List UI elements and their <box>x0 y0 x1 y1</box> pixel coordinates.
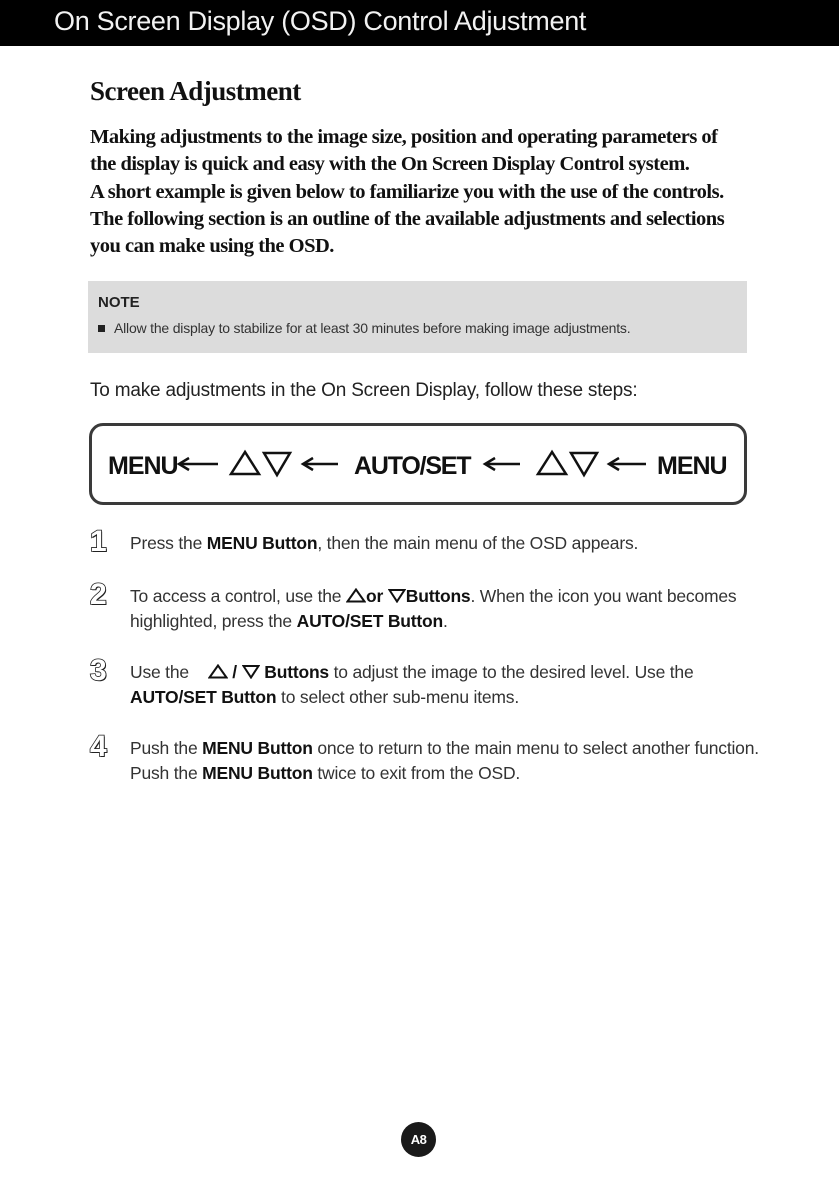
intro-line: Making adjustments to the image size, position and operating parameters of <box>90 126 718 148</box>
down-triangle-icon <box>388 588 406 603</box>
up-triangle-icon <box>231 452 259 474</box>
sequence-menu-left: MENU <box>108 452 178 480</box>
intro-paragraph <box>90 124 790 260</box>
text-run: twice to exit from the OSD. <box>312 763 521 783</box>
page-number-badge: A8 <box>401 1122 436 1157</box>
text-run: to adjust the image to the desired level. Use the <box>328 662 694 682</box>
note-title: NOTE <box>98 294 140 311</box>
note-item <box>98 320 630 336</box>
up-triangle-icon <box>538 452 566 474</box>
intro-line: the display is quick and easy with the On Screen Display Control system. <box>90 153 690 176</box>
text-run: . When the icon you want becomes highlighted, press the <box>130 586 737 631</box>
auto-set-button-label: AUTO/SET Button <box>296 611 444 631</box>
down-triangle-icon <box>571 453 597 475</box>
down-triangle-icon <box>264 453 290 475</box>
step-number: 2 <box>90 578 107 611</box>
step-text <box>130 584 770 634</box>
buttons-label: Buttons <box>264 662 329 682</box>
down-triangle-icon <box>242 664 260 679</box>
sequence-auto-set: AUTO/SET <box>354 452 471 480</box>
step-text <box>130 660 770 710</box>
section-title: Screen Adjustment <box>90 76 301 106</box>
sequence-menu-right: MENU <box>657 452 727 480</box>
intro-line: The following section is an outline of the available adjustments and selections <box>90 207 725 230</box>
step-number: 1 <box>90 525 107 558</box>
menu-button-label: MENU Button <box>202 738 313 758</box>
text-run: once to return to the main menu to select another function. Push the <box>130 738 759 783</box>
menu-button-label: MENU Button <box>202 763 313 783</box>
or-label: or <box>365 586 384 606</box>
step-number: 3 <box>90 654 107 687</box>
auto-set-button-label: AUTO/SET Button <box>130 687 277 707</box>
bullet-icon <box>98 325 105 332</box>
text-run: . <box>443 611 448 631</box>
note-text: Allow the display to stabilize for at least 30 minutes before making image adjustments. <box>114 320 631 336</box>
step-number: 4 <box>90 730 107 763</box>
text-run: To access a control, use the <box>130 586 346 606</box>
note-box <box>88 281 747 353</box>
text-run: Press the <box>130 533 207 553</box>
header-bar <box>0 0 839 46</box>
up-triangle-icon <box>208 664 228 679</box>
page-header-title: On Screen Display (OSD) Control Adjustment <box>54 6 587 36</box>
menu-button-label: MENU Button <box>206 533 318 553</box>
osd-sequence-graphic <box>92 426 744 502</box>
intro-line: A short example is given below to familiarize you with the use of the controls. <box>90 180 724 203</box>
text-run: , then the main menu of the OSD appears. <box>317 533 639 553</box>
text-run: to select other sub-menu items. <box>276 687 519 707</box>
text-run: Use the <box>130 662 194 682</box>
step-text <box>130 531 770 556</box>
up-triangle-icon <box>346 588 366 603</box>
osd-sequence-diagram <box>89 423 747 505</box>
step-text <box>130 736 770 786</box>
slash-separator: / <box>232 662 237 682</box>
steps-intro: To make adjustments in the On Screen Display, follow these steps: <box>90 380 638 401</box>
text-run: Push the <box>130 738 203 758</box>
intro-line: you can make using the OSD. <box>90 235 334 258</box>
buttons-label: Buttons <box>405 586 471 606</box>
